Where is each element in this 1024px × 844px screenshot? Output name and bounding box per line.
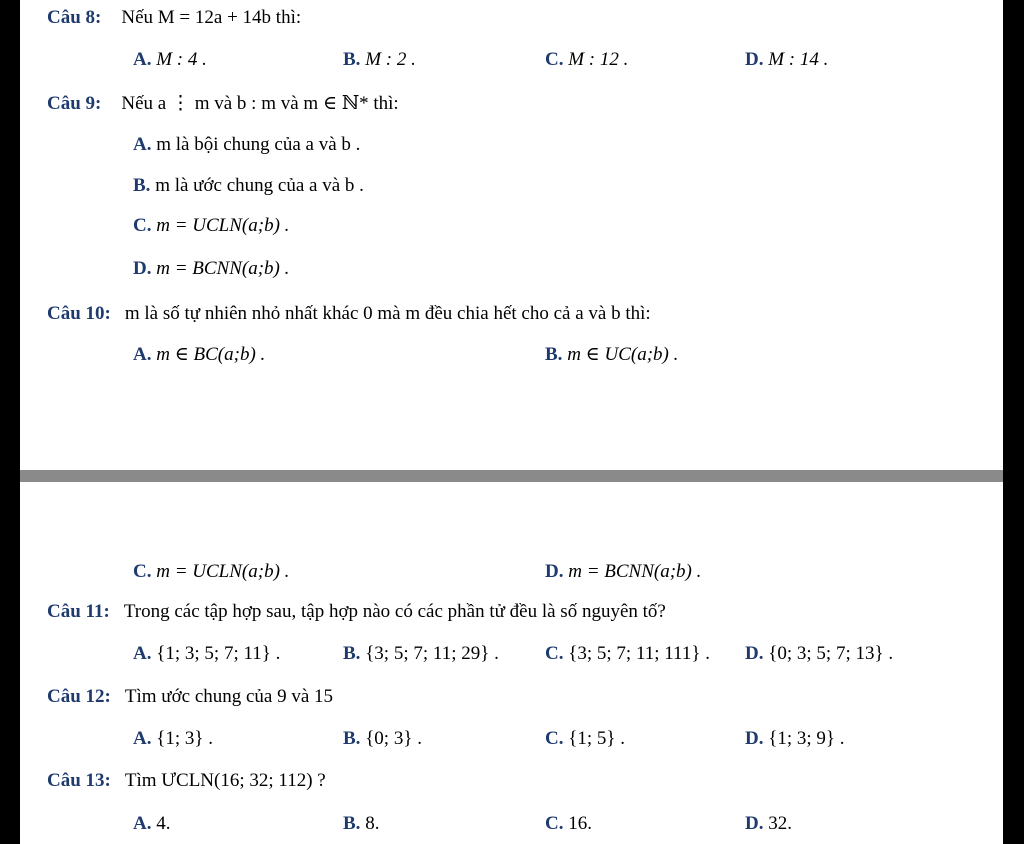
option-text: 16. (568, 813, 592, 834)
q8-option-b (343, 48, 416, 72)
question-12 (47, 685, 333, 709)
question-9 (47, 92, 399, 116)
q10-option-c (133, 560, 289, 584)
q12-option-d (745, 727, 845, 751)
option-text: {1; 3; 5; 7; 11} . (156, 643, 281, 664)
question-text: Tìm ƯCLN(16; 32; 112) ? (124, 770, 326, 791)
q9-option-c (133, 214, 289, 238)
question-label: Câu 10: (47, 303, 111, 324)
option-label: B. (545, 344, 563, 365)
page-divider (20, 470, 1003, 482)
q13-option-b (343, 812, 379, 836)
question-8 (47, 6, 301, 30)
q10-option-d (545, 560, 701, 584)
q9-option-b (133, 174, 364, 198)
q11-option-b (343, 642, 499, 666)
question-text: Nếu M = 12a + 14b thì: (121, 7, 302, 28)
question-text: Tìm ước chung của 9 và 15 (124, 686, 334, 707)
option-text: m là ước chung của a và b . (155, 175, 364, 196)
option-text: {3; 5; 7; 11; 29} . (365, 643, 499, 664)
question-label: Câu 11: (47, 601, 110, 622)
option-label: D. (745, 813, 764, 834)
question-10 (47, 302, 651, 326)
q13-option-d (745, 812, 792, 836)
option-label: A. (133, 643, 152, 664)
q11-option-d (745, 642, 893, 666)
option-label: C. (545, 643, 564, 664)
option-label: C. (545, 813, 564, 834)
option-label: D. (745, 643, 764, 664)
option-label: B. (343, 49, 361, 70)
question-label: Câu 9: (47, 93, 102, 114)
q12-option-b (343, 727, 422, 751)
question-13 (47, 769, 326, 793)
option-text: m ∈ BC(a;b) . (156, 344, 266, 365)
option-text: m = BCNN(a;b) . (568, 561, 702, 582)
option-label: D. (133, 258, 152, 279)
option-label: A. (133, 728, 152, 749)
option-label: B. (343, 728, 361, 749)
q11-option-a (133, 642, 280, 666)
q10-option-a (133, 343, 265, 367)
option-label: C. (133, 561, 152, 582)
option-label: D. (745, 728, 764, 749)
option-label: B. (343, 643, 361, 664)
option-label: C. (133, 215, 152, 236)
option-text: m là bội chung của a và b . (156, 134, 361, 155)
option-text: M : 4 . (156, 49, 207, 70)
q12-option-c (545, 727, 625, 751)
option-label: B. (133, 175, 151, 196)
option-text: 32. (768, 813, 792, 834)
option-text: {0; 3} . (365, 728, 422, 749)
document-page-bottom (20, 482, 1003, 844)
question-text: m là số tự nhiên nhỏ nhất khác 0 mà m đều chia hết cho cả a và b thì: (124, 303, 651, 324)
q9-option-d (133, 257, 289, 281)
q8-option-a (133, 48, 207, 72)
option-text: m ∈ UC(a;b) . (567, 344, 679, 365)
option-label: D. (545, 561, 564, 582)
option-text: m = UCLN(a;b) . (156, 215, 290, 236)
q13-option-a (133, 812, 170, 836)
q10-option-b (545, 343, 678, 367)
q12-option-a (133, 727, 213, 751)
option-text: 8. (365, 813, 380, 834)
option-text: {1; 3; 9} . (768, 728, 845, 749)
document-page-top (20, 0, 1003, 470)
q8-option-d (745, 48, 828, 72)
q8-option-c (545, 48, 628, 72)
question-text: Nếu a ⋮ m và b : m và m ∈ ℕ* thì: (121, 93, 399, 114)
q13-option-c (545, 812, 592, 836)
question-label: Câu 8: (47, 7, 102, 28)
option-label: A. (133, 344, 152, 365)
option-label: A. (133, 134, 152, 155)
option-label: D. (745, 49, 764, 70)
question-label: Câu 13: (47, 770, 111, 791)
q11-option-c (545, 642, 710, 666)
option-label: A. (133, 813, 152, 834)
option-text: m = UCLN(a;b) . (156, 561, 290, 582)
question-label: Câu 12: (47, 686, 111, 707)
option-label: A. (133, 49, 152, 70)
option-text: {1; 5} . (568, 728, 626, 749)
option-text: {0; 3; 5; 7; 13} . (768, 643, 894, 664)
option-text: M : 2 . (365, 49, 416, 70)
option-label: B. (343, 813, 361, 834)
option-text: M : 14 . (768, 49, 829, 70)
option-text: {3; 5; 7; 11; 111} . (568, 643, 710, 664)
question-11 (47, 600, 666, 624)
question-text: Trong các tập hợp sau, tập hợp nào có các phần tử đều là số nguyên tố? (123, 601, 666, 622)
q9-option-a (133, 133, 360, 157)
option-label: C. (545, 728, 564, 749)
option-text: 4. (156, 813, 171, 834)
option-text: m = BCNN(a;b) . (156, 258, 290, 279)
option-text: {1; 3} . (156, 728, 214, 749)
option-text: M : 12 . (568, 49, 629, 70)
option-label: C. (545, 49, 564, 70)
